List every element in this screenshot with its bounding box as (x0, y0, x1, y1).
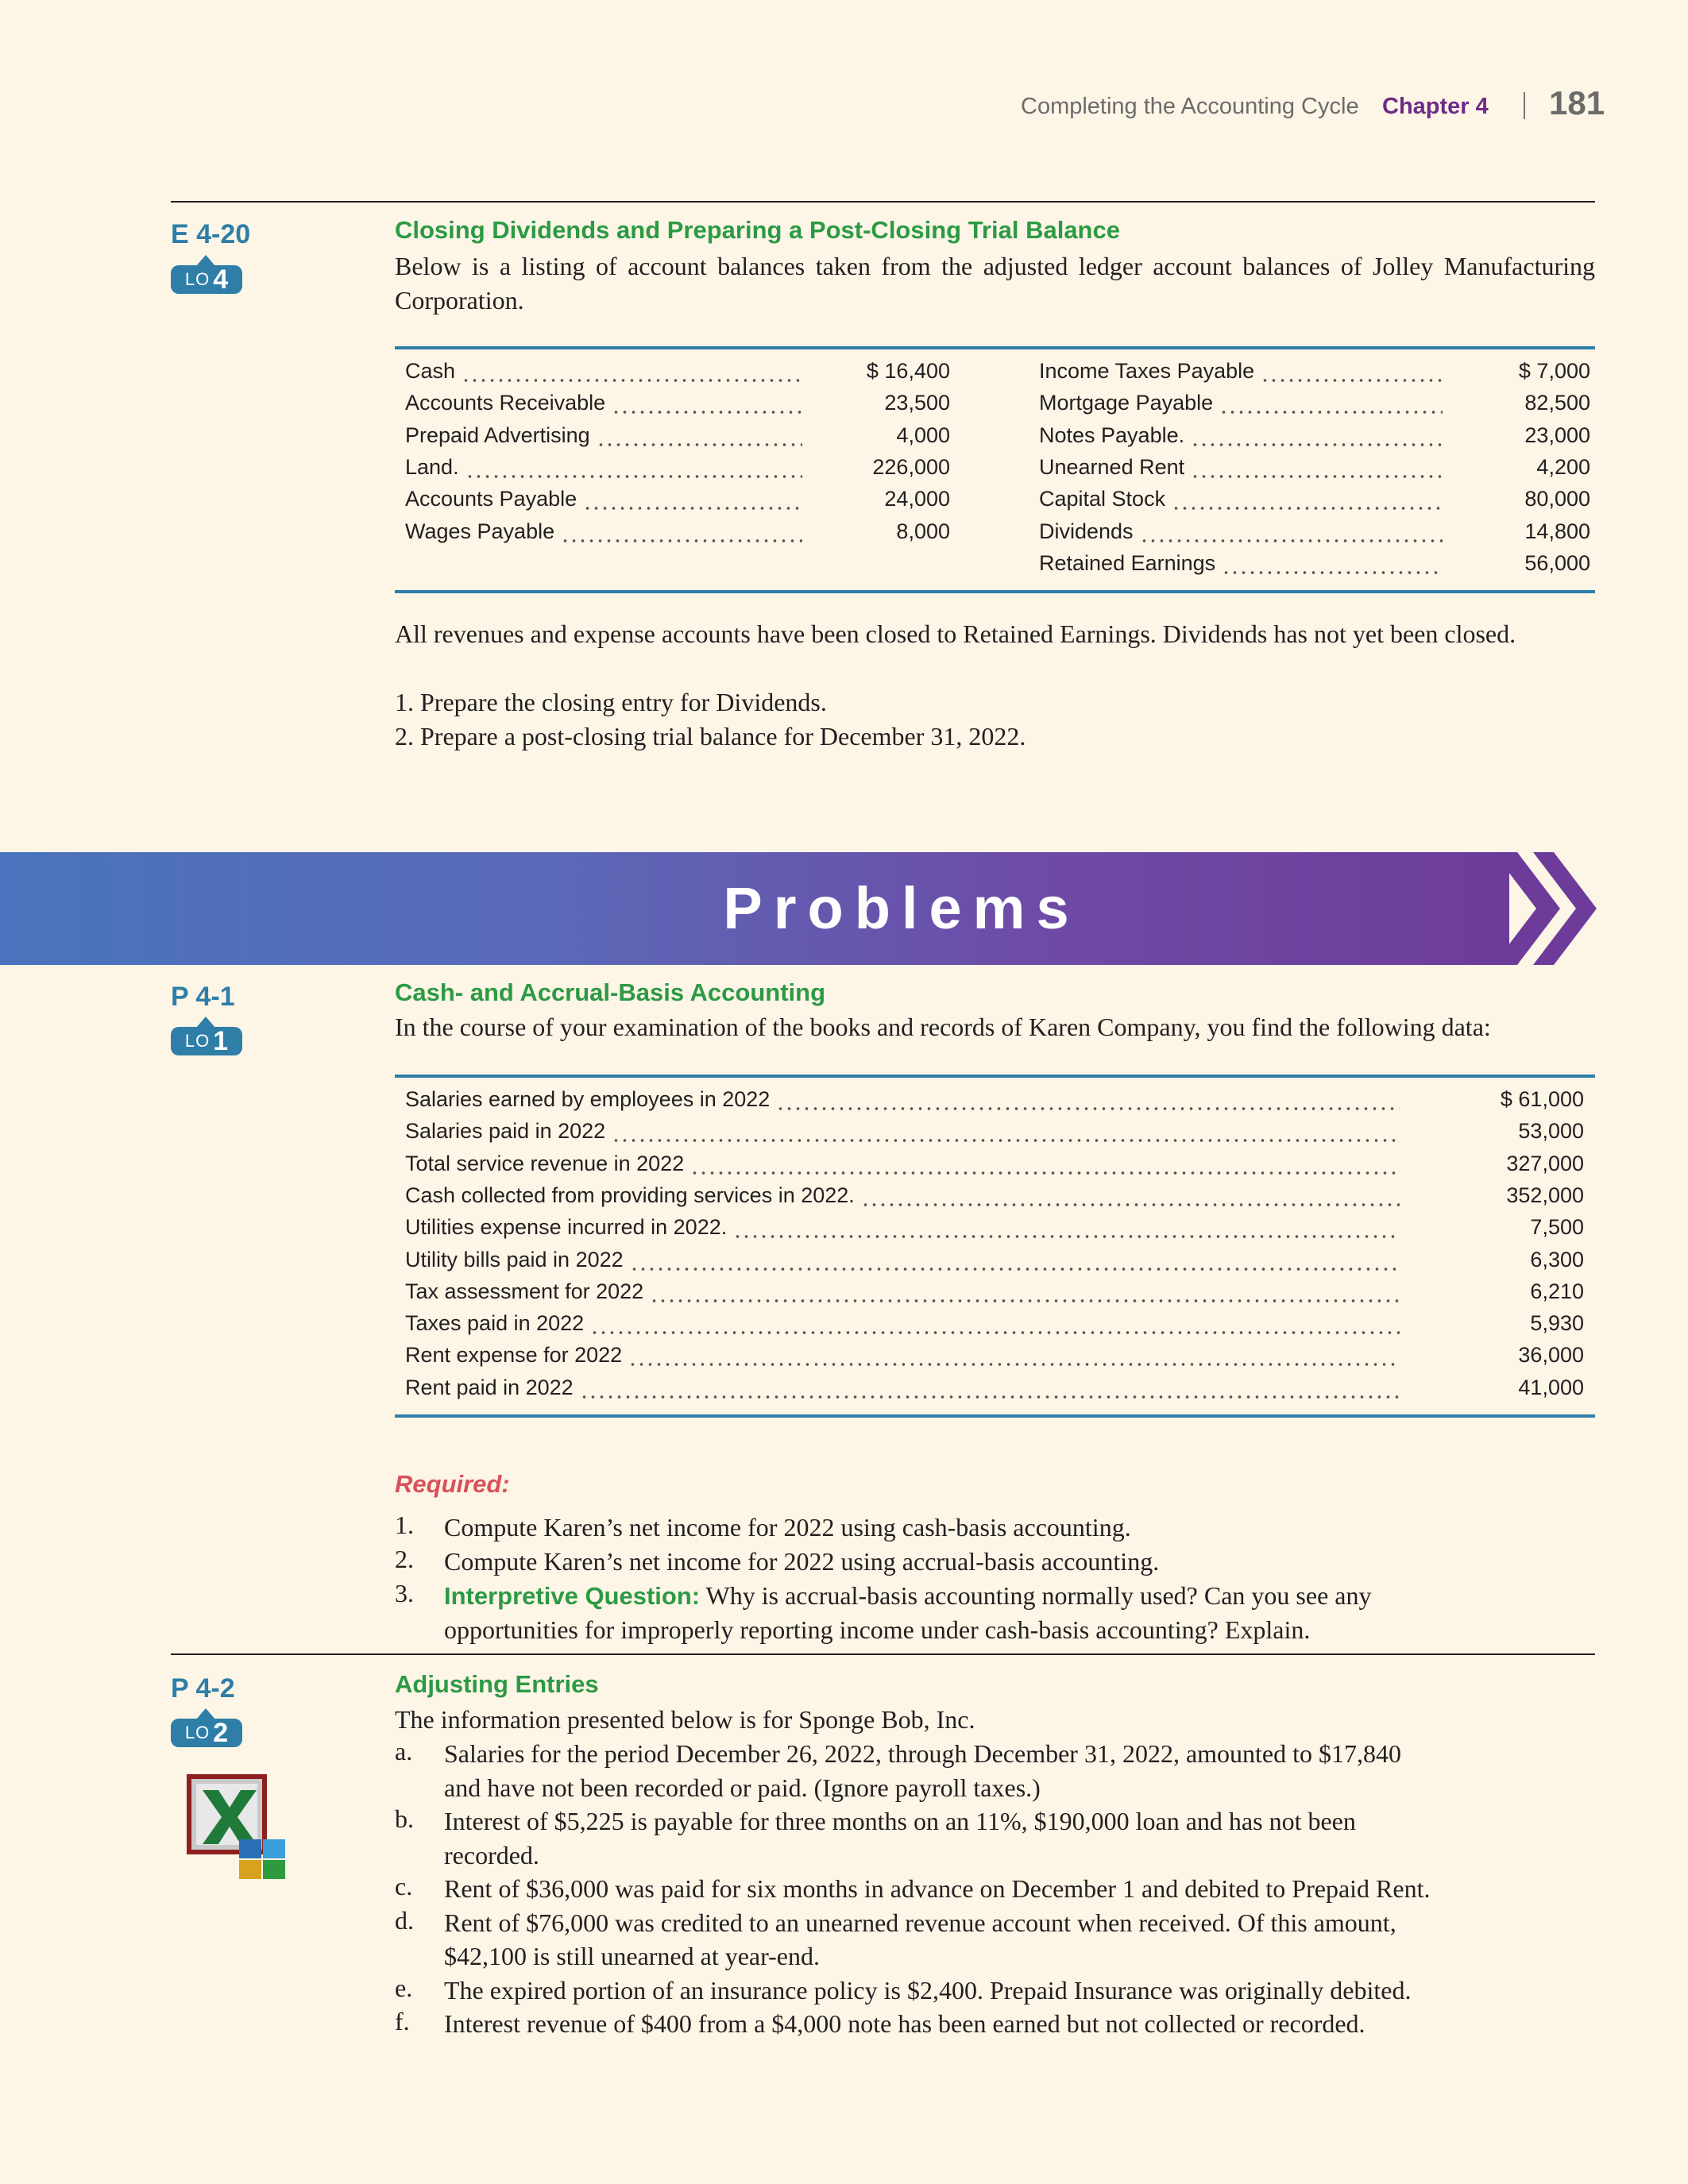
table-bottom-rule (395, 1414, 1595, 1418)
account-value: 36,000 (1518, 1343, 1584, 1368)
learning-objective-badge: LO 1 (171, 1027, 242, 1055)
dot-leader (1172, 507, 1443, 510)
table-row (405, 1087, 1584, 1119)
table-row (1039, 519, 1590, 551)
dot-leader (630, 1268, 1400, 1271)
dot-leader (583, 507, 802, 510)
problem-number: P 4-2 (171, 1673, 235, 1704)
entry-text: Rent of $76,000 was credited to an unearned revenue account when received. Of this amount, (444, 1908, 1396, 1937)
problem-intro: In the course of your examination of the books and records of Karen Company, you find the following data: (395, 1013, 1491, 1041)
table-row (405, 1376, 1584, 1407)
exercise-step: 2. Prepare a post-closing trial balance for December 31, 2022. (395, 722, 1026, 751)
account-label: Cash collected from providing services in 2022. (405, 1183, 855, 1207)
table-row (405, 1183, 1584, 1215)
table-row (405, 423, 950, 455)
dot-leader (1191, 443, 1443, 446)
account-label: Accounts Payable (405, 487, 577, 511)
page-number: 181 (1549, 84, 1605, 122)
question-text: Compute Karen’s net income for 2022 using accrual-basis accounting. (444, 1547, 1160, 1576)
account-value: 80,000 (1524, 487, 1590, 511)
exercise-note: All revenues and expense accounts have been closed to Retained Earnings. Dividends has not yet been closed. (395, 619, 1516, 648)
account-value: $ 16,400 (866, 359, 950, 383)
entry-text-continued: $42,100 is still unearned at year-end. (444, 1942, 820, 1970)
account-label: Utilities expense incurred in 2022. (405, 1215, 728, 1240)
account-value: 7,500 (1530, 1215, 1584, 1240)
account-value: 14,800 (1524, 519, 1590, 543)
dot-leader (612, 411, 802, 414)
account-value: 352,000 (1506, 1183, 1584, 1207)
problem-title: Cash- and Accrual-Basis Accounting (395, 978, 826, 1006)
interpretive-question-continued: opportunities for improperly reporting income under cash-basis accounting? Explain. (444, 1615, 1311, 1644)
account-label: Income Taxes Payable (1039, 359, 1255, 383)
account-value: 23,000 (1524, 423, 1590, 447)
dot-leader (861, 1203, 1400, 1206)
dot-leader (597, 443, 802, 446)
adjusting-entries-list (395, 1737, 1610, 2039)
entry-letter: c. (395, 1872, 413, 1900)
required-label: Required: (395, 1470, 510, 1498)
table-row (405, 1215, 1584, 1247)
account-value: 5,930 (1530, 1311, 1584, 1336)
chapter-label: Chapter 4 (1382, 94, 1489, 119)
account-value: 8,000 (896, 519, 950, 543)
table-row (405, 1279, 1584, 1311)
problems-heading: Problems (723, 875, 1080, 941)
account-value: 327,000 (1506, 1151, 1584, 1175)
account-value: 6,300 (1530, 1247, 1584, 1271)
entry-text: Rent of $36,000 was paid for six months in advance on December 1 and debited to Prepaid Rent. (444, 1874, 1431, 1903)
table-row (405, 455, 950, 487)
interpretive-question-text: Why is accrual-basis accounting normally used? Can you see any (700, 1581, 1372, 1610)
table-row (405, 1248, 1584, 1279)
account-label: Salaries earned by employees in 2022 (405, 1087, 771, 1111)
dot-leader (628, 1363, 1400, 1366)
account-label: Wages Payable (405, 519, 555, 543)
table-row (405, 359, 950, 391)
table-row (405, 391, 950, 423)
account-label: Accounts Receivable (405, 391, 606, 415)
table-bottom-rule (395, 590, 1595, 593)
account-label: Prepaid Advertising (405, 423, 590, 447)
account-label: Unearned Rent (1039, 454, 1185, 479)
table-row (1039, 423, 1590, 455)
account-label: Notes Payable. (1039, 423, 1185, 447)
problem-title: Adjusting Entries (395, 1670, 599, 1698)
section-rule (171, 201, 1595, 203)
dot-leader (733, 1235, 1400, 1238)
dot-leader (465, 475, 802, 478)
table-row (1039, 551, 1590, 583)
table-row (405, 1152, 1584, 1183)
dot-leader (1219, 411, 1443, 414)
exercise-intro: Below is a listing of account balances taken from the adjusted ledger account balances of Jolley Manufacturing Corporation. (395, 252, 1595, 314)
account-label: Taxes paid in 2022 (405, 1311, 585, 1336)
entry-text: Interest of $5,225 is payable for three months on an 11%, $190,000 loan and has not been (444, 1807, 1356, 1835)
question-number: 3. (395, 1579, 414, 1607)
account-balances-table (405, 359, 1589, 597)
account-label: Dividends (1039, 519, 1134, 543)
table-top-rule (395, 1075, 1595, 1078)
account-value: 53,000 (1518, 1119, 1584, 1144)
learning-objective-badge: LO 4 (171, 265, 242, 294)
question-text: Compute Karen’s net income for 2022 using cash-basis accounting. (444, 1513, 1131, 1542)
account-label: Capital Stock (1039, 487, 1166, 511)
dot-leader (561, 539, 802, 542)
dot-leader (590, 1331, 1400, 1334)
account-label: Rent paid in 2022 (405, 1375, 574, 1399)
table-row (1039, 391, 1590, 423)
header-separator (1524, 92, 1525, 119)
table-row (405, 519, 950, 551)
section-rule (171, 1653, 1595, 1655)
dot-leader (1140, 539, 1443, 542)
problem-number: P 4-1 (171, 982, 235, 1012)
account-label: Cash (405, 359, 456, 383)
account-label: Retained Earnings (1039, 550, 1216, 575)
dot-leader (1261, 379, 1443, 382)
entry-text-continued: and have not been recorded or paid. (Ignore payroll taxes.) (444, 1773, 1041, 1802)
table-row (405, 1343, 1584, 1375)
account-label: Mortgage Payable (1039, 391, 1214, 415)
excel-spreadsheet-icon (185, 1773, 296, 1884)
account-value: $ 7,000 (1518, 359, 1590, 383)
account-label: Utility bills paid in 2022 (405, 1247, 624, 1271)
account-value: 82,500 (1524, 391, 1590, 415)
dot-leader (462, 379, 802, 382)
running-title: Completing the Accounting Cycle (1021, 94, 1359, 119)
question-number: 1. (395, 1511, 414, 1539)
account-value: 4,200 (1536, 454, 1590, 479)
account-value: 24,000 (884, 487, 950, 511)
account-label: Total service revenue in 2022 (405, 1151, 685, 1175)
entry-text: The expired portion of an insurance policy is $2,400. Prepaid Insurance was originally debited. (444, 1975, 1412, 2005)
question-number: 2. (395, 1545, 414, 1573)
table-row (1039, 455, 1590, 487)
exercise-title: Closing Dividends and Preparing a Post-Closing Trial Balance (395, 216, 1120, 244)
dot-leader (650, 1299, 1400, 1302)
entry-letter: d. (395, 1905, 414, 1935)
interpretive-question (444, 1579, 1371, 1613)
account-value: 41,000 (1518, 1375, 1584, 1399)
table-row (405, 1119, 1584, 1151)
exercise-step: 1. Prepare the closing entry for Dividends. (395, 688, 827, 716)
exercise-number: E 4-20 (171, 219, 251, 249)
account-label: Salaries paid in 2022 (405, 1119, 606, 1144)
dot-leader (776, 1107, 1400, 1110)
entry-text: Salaries for the period December 26, 2022, through December 31, 2022, amounted to $17,840 (444, 1739, 1402, 1768)
interpretive-question-label: Interpretive Question: (444, 1582, 701, 1610)
entry-text: Interest revenue of $400 from a $4,000 note has been earned but not collected or recorded. (444, 2009, 1365, 2038)
account-label: Tax assessment for 2022 (405, 1279, 644, 1303)
account-value: 4,000 (896, 423, 950, 447)
table-row (1039, 487, 1590, 519)
entry-text-continued: recorded. (444, 1840, 539, 1870)
table-top-rule (395, 346, 1595, 349)
account-label: Land. (405, 454, 459, 479)
table-row (1039, 359, 1590, 391)
entry-letter: f. (395, 2007, 410, 2035)
account-value: 226,000 (872, 454, 950, 479)
dot-leader (1222, 571, 1443, 574)
dot-leader (690, 1171, 1400, 1175)
table-row (405, 1311, 1584, 1343)
table-row (405, 487, 950, 519)
account-value: 56,000 (1524, 550, 1590, 575)
dot-leader (612, 1139, 1400, 1142)
learning-objective-badge: LO 2 (171, 1719, 242, 1747)
problem-intro: The information presented below is for Sponge Bob, Inc. (395, 1705, 975, 1734)
karen-company-data-table (405, 1087, 1589, 1413)
account-value: $ 61,000 (1500, 1087, 1584, 1111)
entry-letter: a. (395, 1737, 413, 1765)
account-value: 6,210 (1530, 1279, 1584, 1303)
entry-letter: e. (395, 1973, 413, 2002)
account-value: 23,500 (884, 391, 950, 415)
dot-leader (1191, 475, 1443, 478)
account-label: Rent expense for 2022 (405, 1343, 623, 1368)
dot-leader (580, 1395, 1400, 1399)
entry-letter: b. (395, 1804, 414, 1833)
